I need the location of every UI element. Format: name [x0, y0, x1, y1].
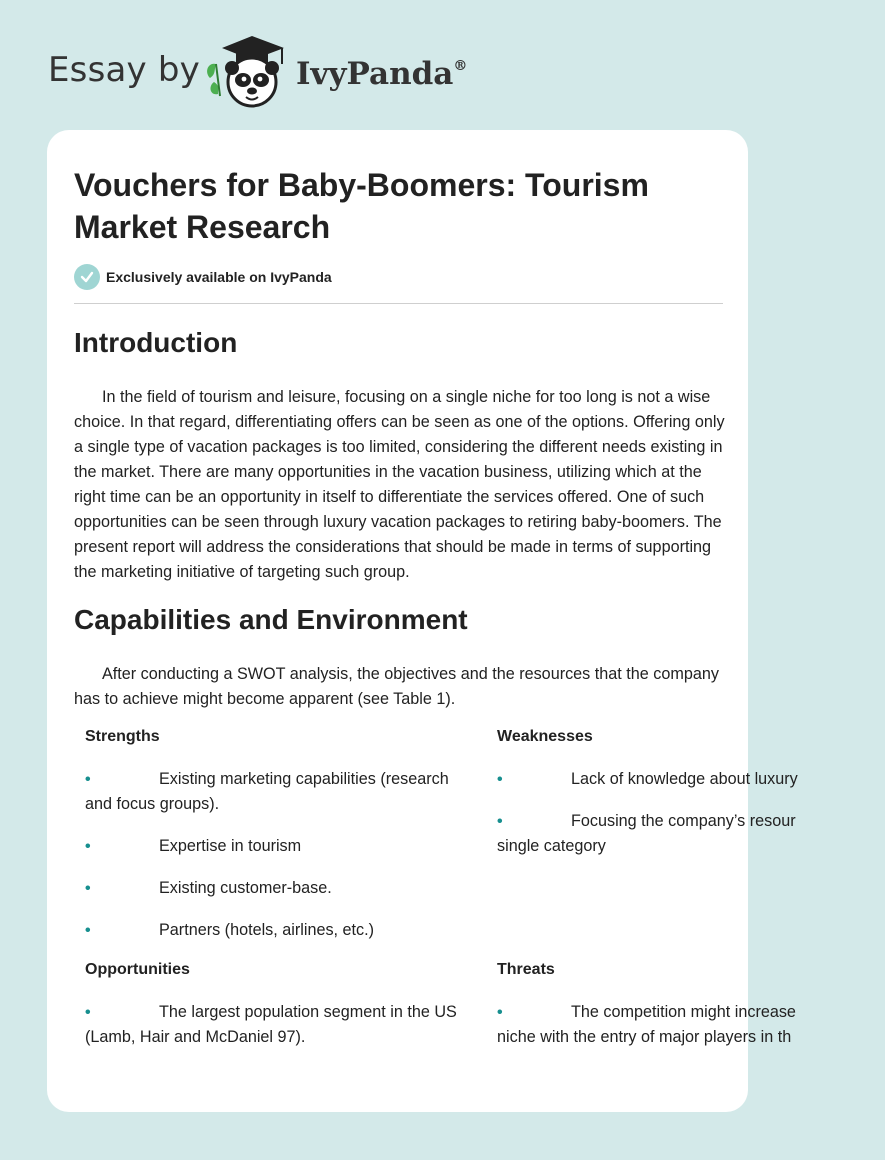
exclusive-badge	[74, 264, 332, 290]
bullet-icon: •	[497, 1004, 503, 1021]
swot-weaknesses-heading: Weaknesses	[497, 728, 593, 745]
list-item: • Expertise in tourism	[85, 834, 475, 859]
section-heading-capabilities: Capabilities and Environment	[74, 604, 468, 635]
bullet-icon: •	[85, 838, 91, 855]
list-item: • Existing marketing capabilities (research and focus groups).	[85, 767, 475, 817]
swot-threats-heading: Threats	[497, 961, 555, 978]
section-heading-introduction: Introduction	[74, 327, 238, 358]
divider	[74, 303, 723, 304]
panda-graduate-logo-icon[interactable]	[202, 34, 294, 110]
swot-strengths-heading: Strengths	[85, 728, 160, 745]
check-icon	[74, 264, 100, 290]
list-item: • Partners (hotels, airlines, etc.)	[85, 918, 475, 943]
bullet-icon: •	[497, 771, 503, 788]
site-header	[48, 34, 748, 114]
swot-weaknesses	[497, 728, 827, 859]
list-item: • Focusing the company’s resour single category	[497, 809, 827, 859]
bullet-icon: •	[497, 813, 503, 830]
brand-name[interactable]: IvyPanda®	[296, 56, 468, 92]
section-paragraph-introduction: In the field of tourism and leisure, focusing on a single niche for too long is not a wise choice. In that regard, differentiating offers can be seen as one of the options. Offering only a single type of vacation packages is too limited, considering the different needs existing in the market. There are many opportunities in the vacation business, utilizing which at the right time can be an opportunity in itself to differentiate the services offered. One of such opportunities can be seen through luxury vacation packages to retiring baby-boomers. The present report will address the considerations that should be made in terms of supporting the marketing initiative of targeting such group.	[74, 388, 725, 581]
section-paragraph-capabilities: After conducting a SWOT analysis, the objectives and the resources that the company has to achieve might become apparent (see Table 1).	[74, 665, 719, 708]
swot-opportunities	[85, 961, 475, 1050]
swot-opportunities-heading: Opportunities	[85, 961, 190, 978]
essay-by-label: Essay by	[48, 50, 200, 90]
list-item: • The competition might increase niche with the entry of major players in th	[497, 1000, 827, 1050]
bullet-icon: •	[85, 1004, 91, 1021]
list-item: • Existing customer-base.	[85, 876, 475, 901]
list-item: • Lack of knowledge about luxury	[497, 767, 827, 792]
essay-card	[47, 130, 798, 1112]
bullet-icon: •	[85, 880, 91, 897]
bullet-icon: •	[85, 771, 91, 788]
bullet-icon: •	[85, 922, 91, 939]
exclusive-badge-label: Exclusively available on IvyPanda	[106, 269, 332, 285]
swot-threats	[497, 961, 827, 1050]
page-title: Vouchers for Baby-Boomers: Tourism Market Research	[74, 167, 649, 245]
swot-strengths	[85, 728, 475, 943]
list-item: • The largest population segment in the US (Lamb, Hair and McDaniel 97).	[85, 1000, 475, 1050]
